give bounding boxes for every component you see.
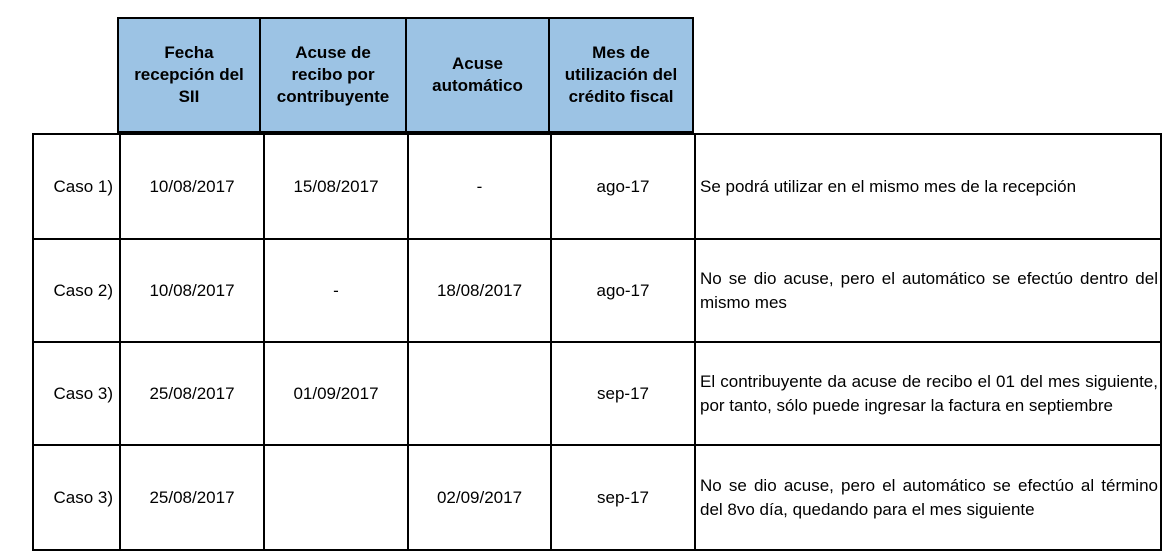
- descripcion-text: No se dio acuse, pero el automático se efectúo dentro del mismo mes: [700, 268, 1158, 312]
- header-acuse-automatico: Acuse automático: [407, 17, 550, 133]
- descripcion-cell: [696, 446, 1160, 549]
- caso-cell: Caso 3): [53, 487, 113, 507]
- table-row: [34, 343, 1160, 444]
- acuse-automatico-cell: -: [476, 176, 483, 196]
- mes-cell: sep-17: [597, 383, 649, 403]
- data-table: [32, 133, 1162, 551]
- table-row: [34, 135, 1160, 238]
- fecha-cell: 25/08/2017: [149, 487, 235, 507]
- table-row: [34, 446, 1160, 549]
- caso-cell: Caso 1): [53, 176, 113, 196]
- descripcion-cell: [696, 240, 1160, 341]
- descripcion-cell: [696, 135, 1160, 238]
- acuse-contribuyente-cell: [265, 446, 407, 549]
- caso-cell: Caso 3): [53, 383, 113, 403]
- descripcion-text: No se dio acuse, pero el automático se efectúo al término del 8vo día, quedando para el mes siguiente: [700, 475, 1158, 519]
- descripcion-cell: [696, 343, 1160, 444]
- fecha-cell: 10/08/2017: [149, 280, 235, 300]
- descripcion-text: El contribuyente da acuse de recibo el 01 del mes siguiente, por tanto, sólo puede ingresar la factura en septiembre: [700, 371, 1158, 415]
- mes-cell: ago-17: [596, 280, 650, 300]
- mes-cell: ago-17: [596, 176, 650, 196]
- caso-cell: Caso 2): [53, 280, 113, 300]
- descripcion-text: Se podrá utilizar en el mismo mes de la recepción: [700, 176, 1077, 196]
- acuse-contribuyente-cell: -: [333, 280, 339, 300]
- acuse-contribuyente-cell: 15/08/2017: [293, 176, 379, 196]
- acuse-automatico-cell: [409, 343, 550, 444]
- header-mes-utilizacion: Mes de utilización del crédito fiscal: [550, 17, 694, 133]
- acuse-automatico-cell: 02/09/2017: [436, 487, 523, 507]
- header-fecha-recepcion: Fecha recepción del SII: [117, 17, 261, 133]
- acuse-automatico-cell: 18/08/2017: [436, 280, 523, 300]
- table-row: [34, 240, 1160, 341]
- fecha-cell: 25/08/2017: [149, 383, 235, 403]
- acuse-contribuyente-cell: 01/09/2017: [293, 383, 379, 403]
- mes-cell: sep-17: [597, 487, 649, 507]
- fecha-cell: 10/08/2017: [149, 176, 235, 196]
- header-acuse-contribuyente: Acuse de recibo por contribuyente: [261, 17, 407, 133]
